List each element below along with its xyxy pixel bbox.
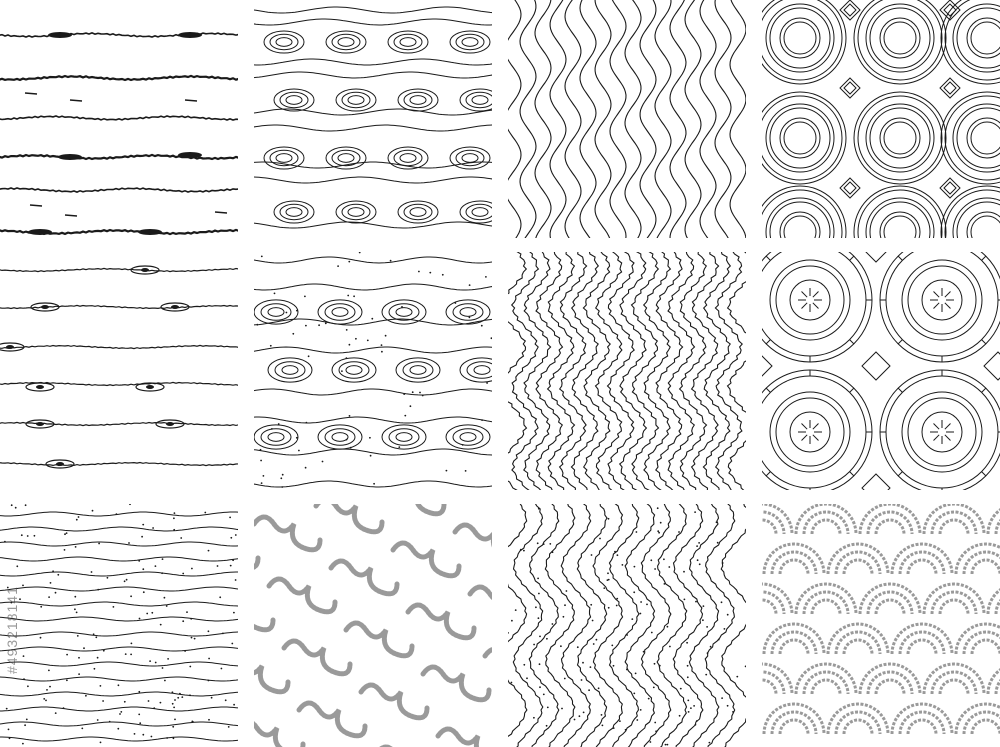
pattern-strokes — [508, 504, 746, 747]
pattern-tile-wavy-lines-dense-dotted — [508, 504, 746, 747]
pattern-strokes — [0, 266, 238, 468]
pattern-tile-seigaiha-arcs-gray — [762, 504, 1000, 747]
pattern-tile-vertical-wavy-lines — [508, 0, 746, 238]
pattern-strokes — [508, 0, 746, 238]
pattern-art-wood-grain-oval-knots — [254, 0, 492, 238]
pattern-tile-wood-grain-oval-knots-dotted — [254, 252, 492, 490]
pattern-art-diagonal-squiggles-gray — [254, 504, 492, 747]
pattern-art-jagged-wavy-lines — [508, 252, 746, 490]
pattern-tile-wood-grain-oval-knots — [254, 0, 492, 238]
pattern-strokes — [0, 504, 238, 745]
pattern-art-seigaiha-arcs-gray — [762, 504, 1000, 747]
pattern-strokes — [762, 0, 1000, 238]
pattern-strokes — [0, 32, 238, 235]
pattern-strokes — [254, 7, 492, 228]
pattern-tile-circles-with-stars-diamonds — [762, 252, 1000, 490]
pattern-strokes — [762, 504, 1000, 734]
pattern-art-concentric-circles-diamonds — [762, 0, 1000, 238]
stock-id-watermark: #493218141 — [4, 586, 20, 674]
pattern-art-wood-grain-sparse-knots — [0, 252, 238, 490]
pattern-art-wood-grain-horizontal-dark-knots — [0, 0, 238, 238]
pattern-tile-concentric-circles-diamonds — [762, 0, 1000, 238]
pattern-tile-wood-grain-horizontal-dark-knots — [0, 0, 238, 238]
pattern-tile-diagonal-squiggles-gray — [254, 504, 492, 747]
pattern-art-circles-with-stars-diamonds — [762, 252, 1000, 490]
pattern-art-wavy-lines-dense-dotted — [508, 504, 746, 747]
pattern-strokes — [762, 252, 1000, 490]
pattern-art-wood-grain-oval-knots-dotted — [254, 252, 492, 490]
pattern-strokes — [508, 252, 746, 490]
pattern-art-wavy-lines-dotted — [0, 504, 238, 747]
pattern-strokes — [254, 504, 492, 747]
pattern-tile-jagged-wavy-lines — [508, 252, 746, 490]
pattern-tile-wavy-lines-dotted — [0, 504, 238, 747]
pattern-art-vertical-wavy-lines — [508, 0, 746, 238]
pattern-tile-wood-grain-sparse-knots — [0, 252, 238, 490]
pattern-strokes — [254, 252, 492, 488]
